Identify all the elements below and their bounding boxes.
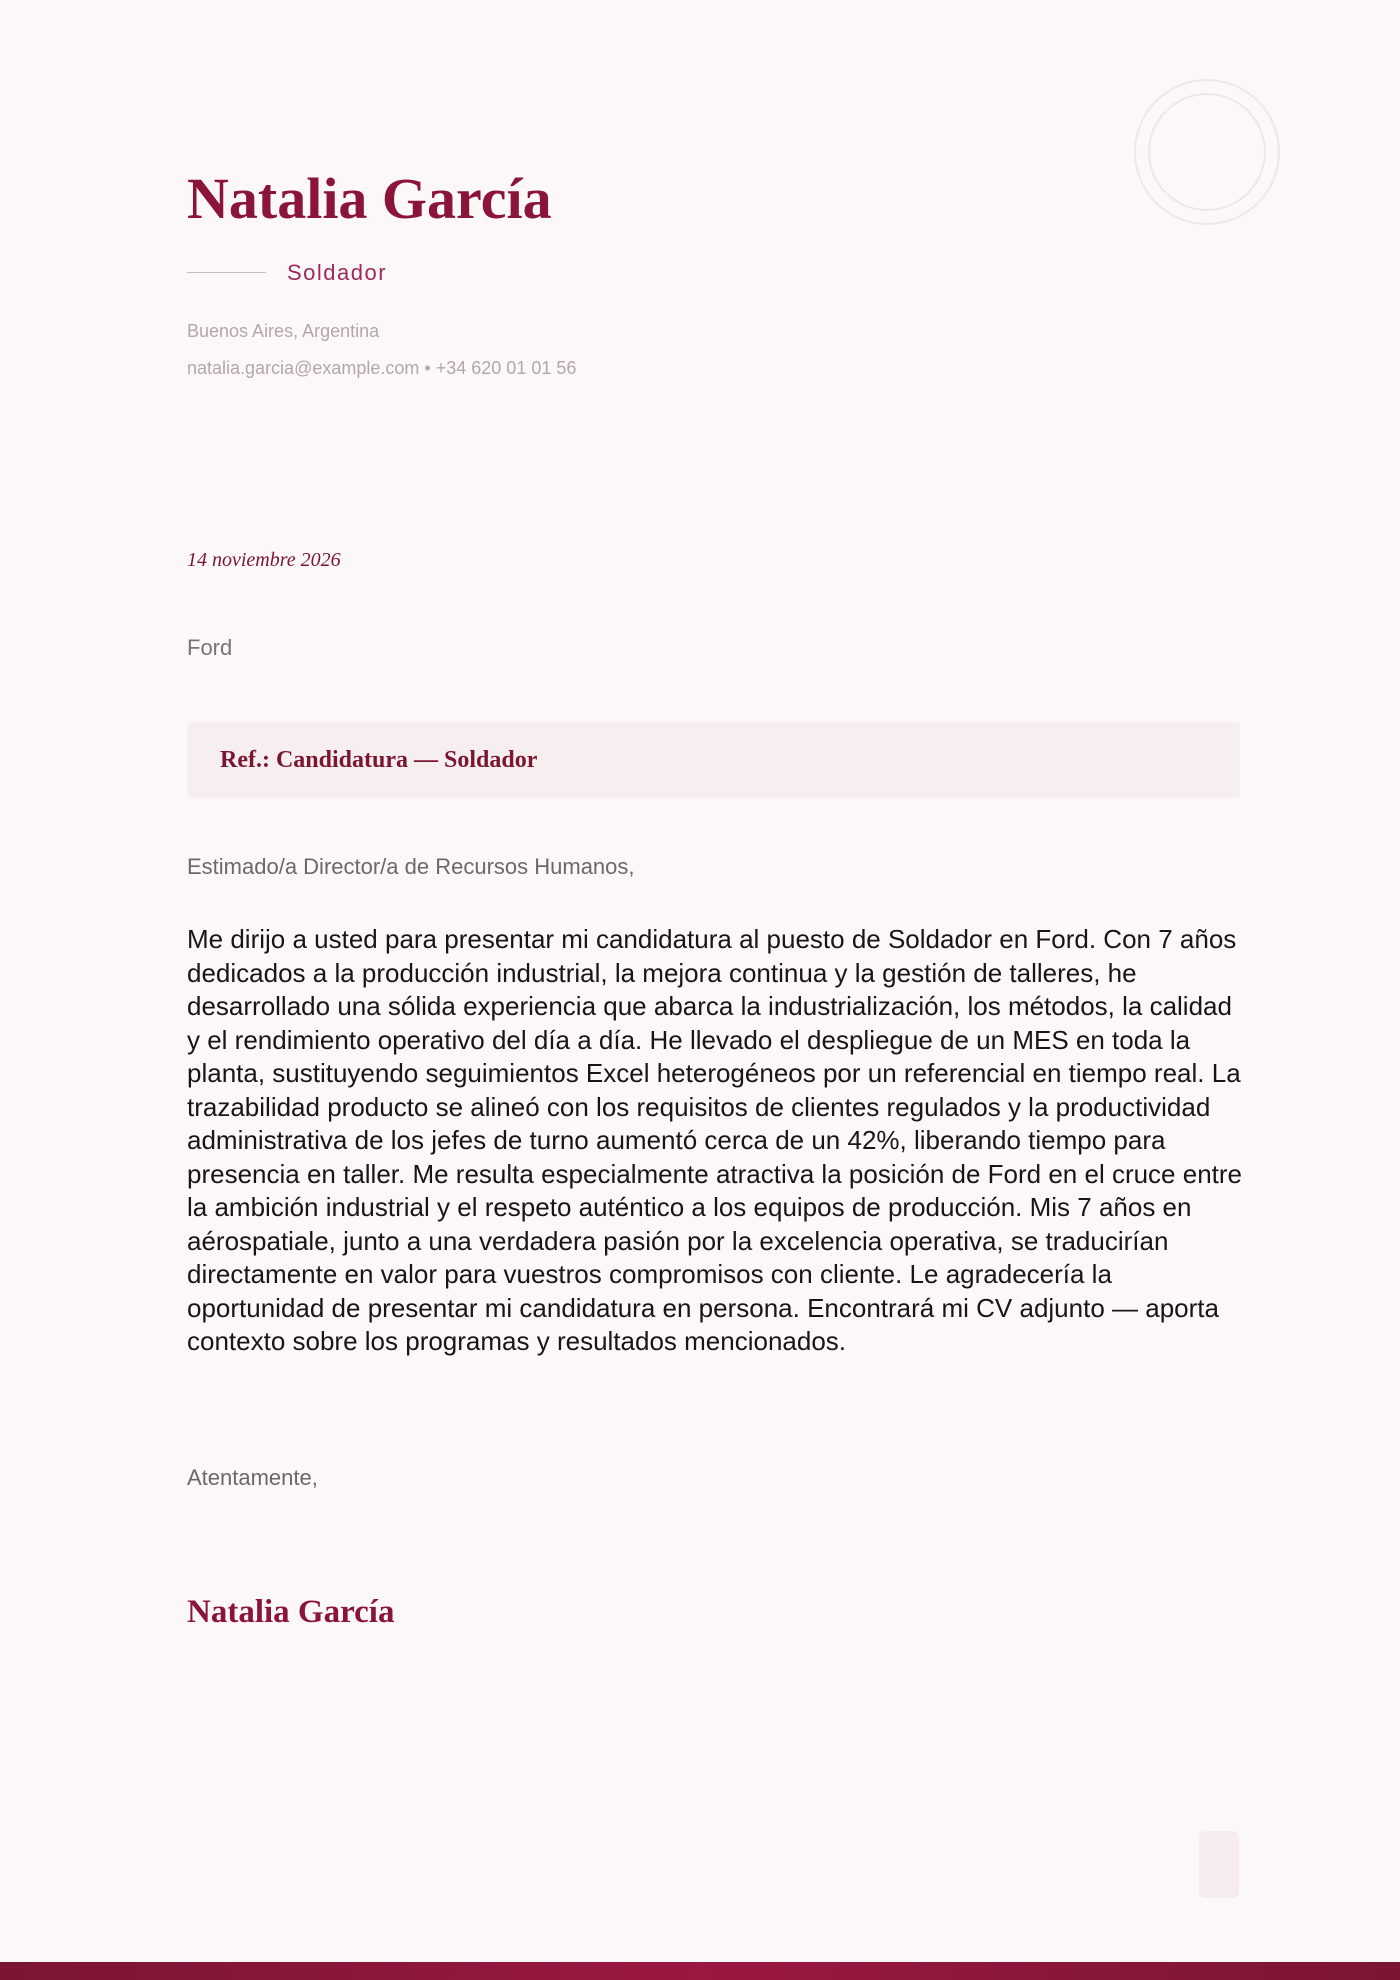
- decorative-rings: [1134, 79, 1280, 225]
- job-title: Soldador: [287, 260, 388, 285]
- contact-separator: •: [424, 358, 431, 378]
- page-marker: [1199, 1831, 1239, 1898]
- contact-line: [187, 355, 576, 381]
- email-link[interactable]: natalia.garcia@example.com: [187, 358, 420, 378]
- location: Buenos Aires, Argentina: [187, 321, 380, 341]
- sender-name: Natalia García: [187, 166, 552, 231]
- reference-box: [187, 722, 1240, 798]
- reference-line: Ref.: Candidatura — Soldador: [220, 747, 538, 773]
- footer-accent-bar: [0, 1962, 1400, 1980]
- salutation: Estimado/a Director/a de Recursos Humanos,: [187, 854, 635, 879]
- role-divider: [187, 272, 266, 273]
- signature: Natalia García: [187, 1594, 395, 1630]
- closing: Atentamente,: [187, 1465, 318, 1490]
- letter-date: 14 noviembre 2026: [187, 549, 341, 571]
- phone-number[interactable]: +34 620 01 01 56: [435, 358, 577, 378]
- recipient-company: Ford: [187, 635, 233, 660]
- letter-body: Me dirijo a usted para presentar mi candidatura al puesto de Soldador en Ford. Con 7 años dedicados a la producción industrial, la mejora continua y la gestión de talleres, he desarrollado una sólida experiencia que abarca la industrialización, los métodos, la calidad y el rendimiento operativo del día a día. He llevado el despliegue de un MES en toda la planta, sustituyendo seguimientos Excel heterogéneos por un referencial en tiempo real. La trazabilidad producto se alineó con los requisitos de clientes regulados y la productividad administrativa de los jefes de turno aumentó cerca de un 42%, liberando tiempo para presencia en taller. Me resulta especialmente atractiva la posición de Ford en el cruce entre la ambición industrial y el respeto auténtico a los equipos de producción. Mis 7 años en aérospatiale, junto a una verdadera pasión por la excelencia operativa, se traducirían directamente en valor para vuestros compromisos con cliente. Le agradecería la oportunidad de presentar mi candidatura en persona. Encontrará mi CV adjunto — aporta contexto sobre los programas y resultados mencionados.: [187, 924, 1243, 1356]
